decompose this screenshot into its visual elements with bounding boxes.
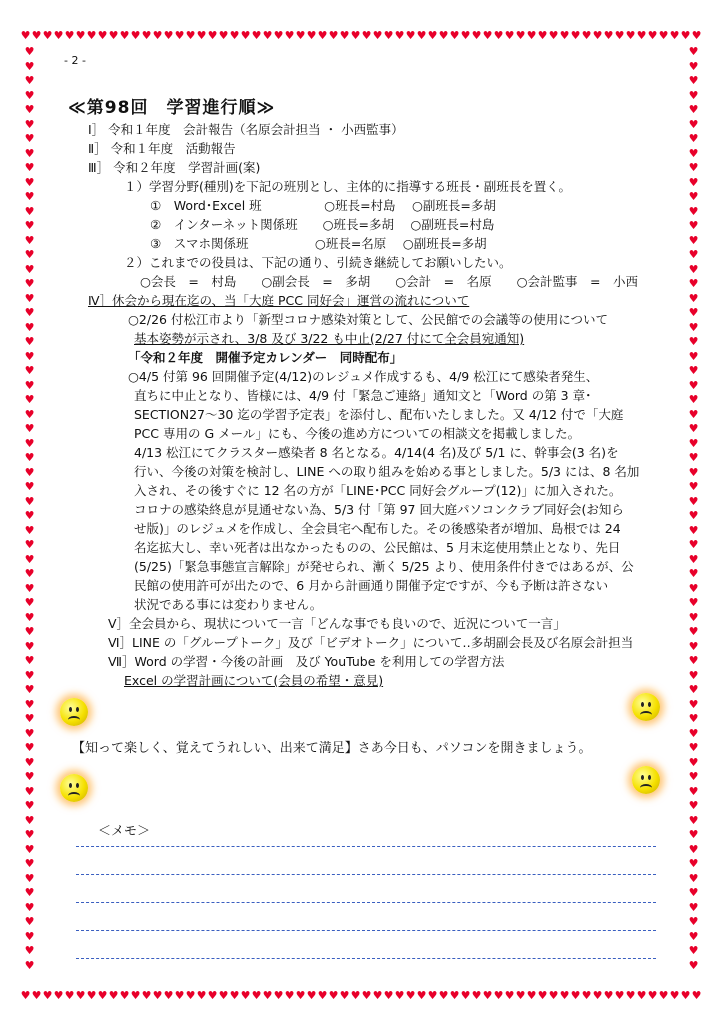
report-line: 行い、今後の対策を検討し、LINE への取り組みを始める事としました。5/3 には、8 名加	[134, 464, 640, 479]
heart-icon: ♥	[24, 335, 35, 348]
heart-border-bottom	[20, 990, 704, 1004]
heart-icon: ♥	[24, 538, 35, 551]
heart-icon: ♥	[130, 30, 141, 42]
heart-icon: ♥	[284, 990, 295, 1002]
memo-rule	[76, 874, 656, 875]
group-row: ③ スマホ関係班 ○班長=名原 ○副班長=多胡	[150, 236, 487, 251]
heart-icon: ♥	[24, 726, 35, 740]
heart-icon: ♥	[152, 30, 163, 42]
agenda-item-7-sub: Excel の学習計画について(会員の希望・意見)	[124, 673, 384, 688]
heart-icon: ♥	[24, 494, 35, 508]
heart-icon: ♥	[438, 990, 449, 1002]
heart-icon: ♥	[372, 990, 383, 1002]
heart-icon: ♥	[130, 990, 141, 1002]
heart-icon: ♥	[273, 30, 284, 42]
heart-icon: ♥	[24, 59, 35, 73]
heart-icon: ♥	[24, 886, 35, 899]
heart-icon: ♥	[251, 30, 262, 42]
report-line: せ版)」のレジュメを作成し、全会員宅へ配布した。その後感染者が増加、島根では 24	[134, 521, 621, 536]
heart-icon: ♥	[42, 990, 53, 1002]
heart-icon: ♥	[306, 990, 317, 1002]
heart-icon: ♥	[526, 30, 537, 42]
heart-icon: ♥	[24, 523, 35, 537]
report-line: SECTION27～30 迄の学習予定表」を添付し、配布いたしました。又 4/12 付で「大庭	[134, 407, 624, 422]
memo-rule	[76, 930, 656, 931]
heart-icon: ♥	[688, 378, 699, 392]
heart-icon: ♥	[688, 262, 699, 276]
heart-icon: ♥	[196, 990, 207, 1002]
heart-icon: ♥	[680, 990, 691, 1002]
heart-icon: ♥	[24, 668, 35, 682]
frowning-face-icon	[60, 774, 88, 802]
heart-icon: ♥	[688, 465, 699, 479]
report-line: ○2/26 付松江市より「新型コロナ感染対策として、公民館での会議等の使用について	[128, 312, 608, 327]
heart-icon: ♥	[24, 871, 35, 885]
heart-icon: ♥	[460, 990, 471, 1002]
heart-icon: ♥	[24, 480, 35, 493]
heart-icon: ♥	[350, 990, 361, 1002]
heart-icon: ♥	[688, 451, 699, 464]
heart-icon: ♥	[24, 378, 35, 392]
heart-icon: ♥	[625, 30, 636, 42]
heart-icon: ♥	[24, 422, 35, 435]
heart-icon: ♥	[688, 436, 699, 450]
heart-icon: ♥	[24, 117, 35, 131]
heart-icon: ♥	[688, 567, 699, 580]
officers-list: ○会長 = 村島 ○副会長 = 多胡 ○会計 = 名原 ○会計監事 = 小西	[140, 274, 639, 289]
heart-icon: ♥	[24, 900, 35, 914]
heart-icon: ♥	[471, 990, 482, 1002]
heart-icon: ♥	[688, 190, 699, 203]
heart-icon: ♥	[295, 30, 306, 42]
heart-icon: ♥	[559, 990, 570, 1002]
heart-icon: ♥	[647, 990, 658, 1002]
heart-icon: ♥	[688, 306, 699, 319]
heart-icon: ♥	[383, 990, 394, 1002]
heart-icon: ♥	[24, 654, 35, 667]
heart-icon: ♥	[688, 74, 699, 87]
heart-icon: ♥	[24, 552, 35, 566]
heart-icon: ♥	[688, 900, 699, 914]
heart-icon: ♥	[658, 990, 669, 1002]
heart-icon: ♥	[218, 30, 229, 42]
heart-icon: ♥	[471, 30, 482, 42]
heart-icon: ♥	[24, 465, 35, 479]
agenda-item-6: Ⅵ］LINE の「グループトーク」及び「ビデオトーク」について‥多胡副会長及び名原会計担当	[108, 635, 634, 650]
heart-icon: ♥	[24, 248, 35, 261]
heart-icon: ♥	[427, 30, 438, 42]
heart-icon: ♥	[24, 291, 35, 305]
heart-icon: ♥	[688, 944, 699, 957]
heart-icon: ♥	[284, 30, 295, 42]
heart-icon: ♥	[328, 990, 339, 1002]
report-line: 「令和２年度 開催予定カレンダー 同時配布」	[128, 350, 403, 365]
agenda-item-7: Ⅶ］Word の学習・今後の計画 及び YouTube を利用しての学習方法	[108, 654, 505, 669]
heart-icon: ♥	[405, 30, 416, 42]
heart-icon: ♥	[688, 364, 699, 377]
heart-icon: ♥	[317, 990, 328, 1002]
heart-icon: ♥	[688, 132, 699, 145]
heart-border-right	[688, 46, 700, 988]
heart-icon: ♥	[119, 990, 130, 1002]
plan-line: １）学習分野(種別)を下記の班別とし、主体的に指導する班長・副班長を置く。	[124, 179, 572, 194]
slogan: 【知って楽しく、覚えてうれしい、出来て満足】さあ今日も、パソコンを開きましょう。	[72, 741, 592, 756]
heart-icon: ♥	[24, 219, 35, 232]
heart-icon: ♥	[688, 741, 699, 754]
heart-icon: ♥	[493, 30, 504, 42]
report-line: ○4/5 付第 96 回開催予定(4/12)のレジュメ作成するも、4/9 松江にて感染者発生、	[128, 369, 599, 384]
heart-icon: ♥	[688, 509, 699, 522]
heart-icon: ♥	[688, 813, 699, 827]
heart-icon: ♥	[688, 683, 699, 696]
heart-icon: ♥	[688, 46, 699, 58]
frowning-face-icon	[632, 693, 660, 721]
heart-icon: ♥	[515, 990, 526, 1002]
heart-icon: ♥	[688, 422, 699, 435]
heart-icon: ♥	[669, 30, 680, 42]
heart-icon: ♥	[688, 625, 699, 638]
heart-icon: ♥	[570, 990, 581, 1002]
heart-icon: ♥	[625, 990, 636, 1002]
heart-icon: ♥	[262, 990, 273, 1002]
page-title: ≪第98回 学習進行順≫	[68, 98, 276, 118]
heart-icon: ♥	[24, 364, 35, 377]
heart-icon: ♥	[163, 30, 174, 42]
heart-icon: ♥	[24, 161, 35, 174]
heart-icon: ♥	[24, 567, 35, 580]
heart-icon: ♥	[482, 990, 493, 1002]
heart-icon: ♥	[24, 581, 35, 595]
heart-icon: ♥	[394, 30, 405, 42]
heart-icon: ♥	[24, 190, 35, 203]
heart-icon: ♥	[350, 30, 361, 42]
heart-icon: ♥	[75, 990, 86, 1002]
heart-icon: ♥	[688, 291, 699, 305]
heart-icon: ♥	[295, 990, 306, 1002]
heart-icon: ♥	[24, 436, 35, 450]
agenda-item-2: Ⅱ］ 令和１年度 活動報告	[88, 141, 236, 156]
heart-icon: ♥	[24, 204, 35, 218]
heart-icon: ♥	[688, 784, 699, 798]
heart-icon: ♥	[24, 944, 35, 957]
heart-icon: ♥	[688, 581, 699, 595]
heart-icon: ♥	[174, 990, 185, 1002]
heart-icon: ♥	[691, 30, 702, 42]
heart-icon: ♥	[24, 132, 35, 145]
heart-icon: ♥	[229, 990, 240, 1002]
heart-icon: ♥	[361, 990, 372, 1002]
report-line: 入され、その後すぐに 12 名の方が「LINE･PCC 同好会グループ(12)」に加入された。	[134, 483, 622, 498]
heart-icon: ♥	[515, 30, 526, 42]
heart-icon: ♥	[240, 30, 251, 42]
memo-rule	[76, 958, 656, 959]
heart-icon: ♥	[688, 349, 699, 363]
heart-icon: ♥	[141, 990, 152, 1002]
heart-icon: ♥	[688, 161, 699, 174]
heart-icon: ♥	[688, 610, 699, 624]
report-line: 名迄拡大し、幸い死者は出なかったものの、公民館は、5 月末迄使用禁止となり、先日	[134, 540, 621, 555]
heart-icon: ♥	[163, 990, 174, 1002]
heart-icon: ♥	[427, 990, 438, 1002]
heart-icon: ♥	[383, 30, 394, 42]
heart-icon: ♥	[438, 30, 449, 42]
heart-icon: ♥	[24, 813, 35, 827]
heart-icon: ♥	[31, 990, 42, 1002]
report-line: (5/25)「緊急事態宣言解除」が発せられ、漸く 5/25 より、使用条件付きではあるが、公	[134, 559, 634, 574]
heart-icon: ♥	[688, 480, 699, 493]
heart-icon: ♥	[559, 30, 570, 42]
heart-icon: ♥	[24, 625, 35, 638]
agenda-item-3: Ⅲ］ 令和２年度 学習計画(案)	[88, 160, 261, 175]
heart-icon: ♥	[669, 990, 680, 1002]
heart-icon: ♥	[688, 871, 699, 885]
heart-icon: ♥	[24, 306, 35, 319]
heart-icon: ♥	[24, 828, 35, 841]
heart-icon: ♥	[196, 30, 207, 42]
heart-icon: ♥	[24, 770, 35, 783]
heart-icon: ♥	[152, 990, 163, 1002]
heart-icon: ♥	[688, 59, 699, 73]
heart-icon: ♥	[688, 668, 699, 682]
heart-icon: ♥	[581, 990, 592, 1002]
heart-icon: ♥	[688, 204, 699, 218]
heart-icon: ♥	[20, 990, 31, 1002]
heart-icon: ♥	[688, 929, 699, 943]
heart-icon: ♥	[688, 175, 699, 189]
heart-icon: ♥	[339, 990, 350, 1002]
heart-icon: ♥	[24, 639, 35, 653]
heart-icon: ♥	[262, 30, 273, 42]
heart-icon: ♥	[185, 990, 196, 1002]
heart-icon: ♥	[207, 30, 218, 42]
heart-icon: ♥	[229, 30, 240, 42]
report-line: PCC 専用の G メール」にも、今後の進め方についての相談文を掲載しました。	[134, 426, 581, 441]
heart-icon: ♥	[548, 30, 559, 42]
heart-icon: ♥	[339, 30, 350, 42]
heart-icon: ♥	[688, 523, 699, 537]
heart-icon: ♥	[251, 990, 262, 1002]
heart-icon: ♥	[24, 277, 35, 290]
heart-icon: ♥	[24, 799, 35, 812]
heart-icon: ♥	[24, 842, 35, 856]
heart-icon: ♥	[460, 30, 471, 42]
heart-icon: ♥	[185, 30, 196, 42]
heart-icon: ♥	[537, 30, 548, 42]
report-line: 民館の使用許可が出たので、6 月から計画通り開催予定ですが、今も予断は許さない	[134, 578, 609, 593]
heart-icon: ♥	[603, 30, 614, 42]
heart-icon: ♥	[24, 958, 35, 972]
heart-icon: ♥	[688, 538, 699, 551]
heart-icon: ♥	[24, 88, 35, 102]
heart-icon: ♥	[688, 494, 699, 508]
heart-icon: ♥	[174, 30, 185, 42]
heart-icon: ♥	[614, 990, 625, 1002]
heart-icon: ♥	[592, 30, 603, 42]
heart-icon: ♥	[449, 30, 460, 42]
heart-icon: ♥	[119, 30, 130, 42]
heart-icon: ♥	[688, 407, 699, 421]
heart-icon: ♥	[581, 30, 592, 42]
heart-icon: ♥	[658, 30, 669, 42]
heart-icon: ♥	[24, 46, 35, 58]
frowning-face-icon	[632, 766, 660, 794]
heart-icon: ♥	[493, 990, 504, 1002]
heart-border-left	[24, 46, 36, 988]
heart-icon: ♥	[24, 103, 35, 116]
heart-icon: ♥	[24, 712, 35, 725]
heart-icon: ♥	[207, 990, 218, 1002]
heart-icon: ♥	[24, 393, 35, 406]
heart-icon: ♥	[504, 30, 515, 42]
heart-icon: ♥	[75, 30, 86, 42]
heart-icon: ♥	[688, 770, 699, 783]
heart-icon: ♥	[688, 697, 699, 711]
heart-icon: ♥	[86, 30, 97, 42]
heart-icon: ♥	[218, 990, 229, 1002]
heart-icon: ♥	[688, 146, 699, 160]
heart-icon: ♥	[688, 886, 699, 899]
agenda-item-4: Ⅳ］休会から現在迄の、当「大庭 PCC 同好会」運営の流れについて	[88, 293, 470, 308]
heart-icon: ♥	[24, 697, 35, 711]
heart-icon: ♥	[548, 990, 559, 1002]
heart-icon: ♥	[108, 990, 119, 1002]
heart-icon: ♥	[688, 799, 699, 812]
heart-icon: ♥	[24, 175, 35, 189]
heart-icon: ♥	[53, 30, 64, 42]
page-number: - 2 -	[64, 54, 86, 67]
heart-icon: ♥	[24, 929, 35, 943]
heart-icon: ♥	[24, 596, 35, 609]
heart-icon: ♥	[24, 407, 35, 421]
report-line: 状況である事には変わりません。	[134, 597, 323, 612]
memo-label: ＜メモ＞	[98, 824, 151, 839]
heart-icon: ♥	[688, 552, 699, 566]
memo-rule	[76, 902, 656, 903]
heart-icon: ♥	[24, 262, 35, 276]
heart-icon: ♥	[688, 828, 699, 841]
report-line: コロナの感染終息が見通せない為、5/3 付「第 97 回大庭パソコンクラブ同好会(お知ら	[134, 502, 624, 517]
heart-border-top	[20, 30, 704, 44]
heart-icon: ♥	[688, 842, 699, 856]
heart-icon: ♥	[570, 30, 581, 42]
heart-icon: ♥	[603, 990, 614, 1002]
heart-icon: ♥	[306, 30, 317, 42]
heart-icon: ♥	[24, 784, 35, 798]
heart-icon: ♥	[688, 958, 699, 972]
heart-icon: ♥	[636, 990, 647, 1002]
heart-icon: ♥	[592, 990, 603, 1002]
heart-icon: ♥	[108, 30, 119, 42]
heart-icon: ♥	[688, 755, 699, 769]
report-line: 基本姿勢が示され、3/8 及び 3/22 も中止(2/27 付にて全会員宛通知)	[134, 331, 525, 346]
heart-icon: ♥	[328, 30, 339, 42]
heart-icon: ♥	[688, 219, 699, 232]
heart-icon: ♥	[688, 857, 699, 870]
heart-icon: ♥	[31, 30, 42, 42]
heart-icon: ♥	[526, 990, 537, 1002]
heart-icon: ♥	[688, 320, 699, 334]
heart-icon: ♥	[42, 30, 53, 42]
heart-icon: ♥	[141, 30, 152, 42]
heart-icon: ♥	[688, 117, 699, 131]
heart-icon: ♥	[416, 990, 427, 1002]
heart-icon: ♥	[86, 990, 97, 1002]
heart-icon: ♥	[504, 990, 515, 1002]
heart-icon: ♥	[24, 74, 35, 87]
heart-icon: ♥	[361, 30, 372, 42]
heart-icon: ♥	[24, 683, 35, 696]
heart-icon: ♥	[97, 990, 108, 1002]
heart-icon: ♥	[614, 30, 625, 42]
heart-icon: ♥	[688, 712, 699, 725]
heart-icon: ♥	[24, 146, 35, 160]
heart-icon: ♥	[688, 915, 699, 928]
heart-icon: ♥	[394, 990, 405, 1002]
heart-icon: ♥	[688, 248, 699, 261]
heart-icon: ♥	[317, 30, 328, 42]
group-row: ② インターネット関係班 ○班長=多胡 ○副班長=村島	[150, 217, 495, 232]
heart-icon: ♥	[24, 349, 35, 363]
heart-icon: ♥	[482, 30, 493, 42]
heart-icon: ♥	[537, 990, 548, 1002]
heart-icon: ♥	[691, 990, 702, 1002]
heart-icon: ♥	[24, 233, 35, 247]
heart-icon: ♥	[688, 393, 699, 406]
heart-icon: ♥	[20, 30, 31, 42]
heart-icon: ♥	[240, 990, 251, 1002]
heart-icon: ♥	[372, 30, 383, 42]
heart-icon: ♥	[688, 88, 699, 102]
report-line: 4/13 松江にてクラスター感染者 8 名となる。4/14(4 名)及び 5/1 に、幹事会(3 名)を	[134, 445, 619, 460]
heart-icon: ♥	[24, 451, 35, 464]
frowning-face-icon	[60, 698, 88, 726]
heart-icon: ♥	[449, 990, 460, 1002]
heart-icon: ♥	[636, 30, 647, 42]
heart-icon: ♥	[24, 610, 35, 624]
heart-icon: ♥	[273, 990, 284, 1002]
heart-icon: ♥	[24, 320, 35, 334]
heart-icon: ♥	[53, 990, 64, 1002]
memo-rule	[76, 846, 656, 847]
heart-icon: ♥	[24, 741, 35, 754]
agenda-item-1: Ⅰ］ 令和１年度 会計報告（名原会計担当 ・ 小西監事）	[88, 122, 404, 137]
heart-icon: ♥	[647, 30, 658, 42]
heart-icon: ♥	[97, 30, 108, 42]
heart-icon: ♥	[24, 509, 35, 522]
heart-icon: ♥	[688, 233, 699, 247]
heart-icon: ♥	[405, 990, 416, 1002]
heart-icon: ♥	[24, 915, 35, 928]
heart-icon: ♥	[688, 639, 699, 653]
heart-icon: ♥	[688, 277, 699, 290]
report-line: 直ちに中止となり、皆様には、4/9 付「緊急ご連絡」通知文と「Word の第 3 章･	[134, 388, 592, 403]
officers-line: ２）これまでの役員は、下記の通り、引続き継続してお願いしたい。	[124, 255, 512, 270]
agenda-item-5: Ⅴ］全会員から、現状について一言「どんな事でも良いので、近況について一言」	[108, 616, 566, 631]
heart-icon: ♥	[680, 30, 691, 42]
heart-icon: ♥	[688, 103, 699, 116]
heart-icon: ♥	[64, 990, 75, 1002]
heart-icon: ♥	[688, 596, 699, 609]
heart-icon: ♥	[688, 654, 699, 667]
heart-icon: ♥	[64, 30, 75, 42]
heart-icon: ♥	[416, 30, 427, 42]
group-row: ① Word･Excel 班 ○班長=村島 ○副班長=多胡	[150, 198, 496, 213]
heart-icon: ♥	[24, 755, 35, 769]
heart-icon: ♥	[24, 857, 35, 870]
heart-icon: ♥	[688, 335, 699, 348]
heart-icon: ♥	[688, 726, 699, 740]
